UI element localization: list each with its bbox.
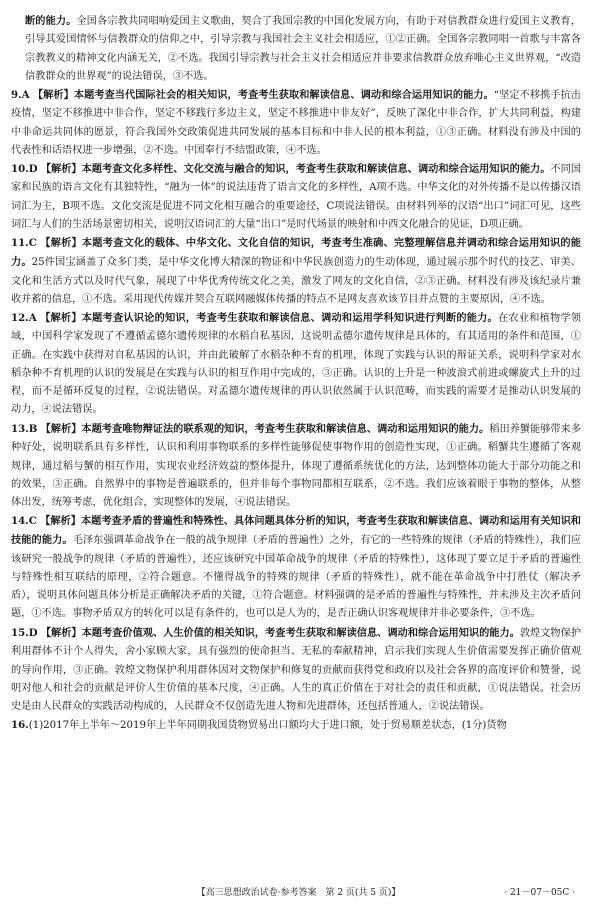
question-16: [11, 716, 581, 735]
q12-tag: 【解析】: [40, 312, 82, 324]
q11-body: 25件国宝涵盖了众多门类，是中华文化博大精深的物证和中华民族创造力的生动体现，通过展示那个时代的技艺、审美、文化和生活方式以及时代气象，展现了中华优秀传统文化之美，激发了网友的文化自信，②③正确。材料没有涉及该纪录片兼收并蓄的信息，①不选。采用现代传媒并契合互联网融媒体传播的特点不是网友喜欢该节目并点赞的主要原因，④不选。: [11, 257, 581, 305]
q13-number: 13.: [11, 423, 29, 435]
question-15: [11, 624, 581, 716]
q12-body: 在农业和植物学领域，中国科学家发现了不遵循孟德尔遗传规律的水稻自私基因，这说明孟德尔遗传规律是具体的，有其适用的条件和范围，①正确。在实践中获得对自私基因的认识，并由此破解了水稻杂种不育的机理，体现了实践与认识的辩证关系，说明科学家对水稻杂种不育机理的认识的发展是在实践与认识的相互作用中完成的，③正确。认识的上升是一种波浪式前进或螺旋式上升的过程，而不是循环反复的过程，②说法错误。对孟德尔遗传规律的再认识依然属于认识范畴，而实践的需要才是推动认识发展的动力，④说法错误。: [11, 313, 581, 416]
q11-lead: 本题考查文化的载体、中华文化、文化自信的知识，考查考生准确、完整理解信息并调动和综合运用知识的能力。: [11, 237, 581, 269]
q12-number: 12.: [11, 312, 29, 324]
q9-tag: 【解析】: [32, 89, 74, 101]
q14-number: 14.: [11, 515, 29, 527]
q9-lead: 本题考查当代国际社会的相关知识，考查考生获取和解读信息、调动和综合运用知识的能力。: [73, 89, 494, 101]
q13-answer: B: [28, 423, 38, 435]
q15-body: 敦煌文物保护利用群体不计个人得失，舍小家顾大家，具有强烈的使命担当、无私的奉献精神，启示我们实现人生价值需要发挥正确价值观的导向作用，③正确。敦煌文物保护利用群体因对文物保护和修复的贡献而获得党和政府以及社会各界的高度评价和赞誉，说明对他人和社会的贡献是评价人生价值的基本尺度，④正确。人生的真正价值在于对社会的责任和贡献，①说法错误。社会历史是由人民群众的实践活动构成的，人民群众不仅创造先进人物和先进群体，还包括普通人，②说法错误。: [11, 628, 582, 713]
q14-tag: 【解析】: [40, 515, 81, 527]
q15-answer: D: [28, 627, 38, 639]
q12-answer: A: [28, 312, 37, 324]
q9-answer: A: [21, 89, 30, 101]
question-12: [11, 309, 581, 420]
q10-answer: D: [28, 163, 38, 175]
question-13: [11, 420, 581, 512]
footer-page-label: 【高三思想政治试卷·参考答案 第 2 页(共 5 页)】: [196, 888, 401, 898]
q14-lead: 本题考查矛盾的普遍性和特殊性、具体问题具体分析的知识，考查考生获取和解读信息、调动和运用有关知识和技能的能力。: [11, 515, 581, 547]
question-11: [11, 234, 581, 309]
intro-lead: 断的能力。: [25, 15, 77, 27]
question-14: [11, 512, 581, 624]
question-10: [11, 160, 581, 234]
q11-number: 11.: [11, 237, 29, 249]
q15-lead: 本题考查价值观、人生价值的相关知识，考查考生获取和解读信息、调动和综合运用知识的能力。: [81, 627, 520, 639]
q16-number: 16.: [11, 719, 29, 731]
intro-paragraph: [25, 12, 581, 86]
q16-body: (1)2017年上半年～2019年上半年同期我国货物贸易出口额均大于进口额，处于贸易顺差状态，(1分)货物: [28, 720, 507, 731]
q13-body: 稻田养蟹能够带来多种好处，说明联系具有多样性，认识和利用事物联系的多样性能够促使事物作用的创造性实现，①正确。稻蟹共生遵循了客观规律，通过稻与蟹的相互作用，实现农业经济效益的整体提升，体现了遵循系统优化的方法，达到整体功能大于部分功能之和的效果，③正确。自然界中的事物是普遍联系的，但并非每个事物同都相互联系，②不选。我们应该着眼于事物的整体，从整体出发，统筹考虑，优化组合，实现整体的发展，④说法错误。: [11, 424, 582, 509]
q10-number: 10.: [11, 163, 29, 175]
q9-number: 9.: [11, 89, 22, 101]
q12-lead: 本题考查认识论的知识，考查考生获取和解读信息、调动和运用学科知识进行判断的能力。: [81, 312, 498, 324]
q11-answer: C: [28, 237, 37, 249]
q13-tag: 【解析】: [40, 423, 82, 435]
q13-lead: 本题考查唯物辩证法的联系观的知识，考查考生获取和解读信息、调动和运用知识的能力。: [81, 423, 490, 435]
q15-tag: 【解析】: [40, 627, 82, 639]
q14-body: 毛泽东强调革命战争在一般的战争规律（矛盾的普遍性）之外，有它的一些特殊的规律（矛盾的特殊性），我们应该研究一般战争的规律（矛盾的普遍性），还应该研究中国革命战争的规律（矛盾的特殊性），这体现了要立足于矛盾的普遍性与特殊性相互联结的原理，②符合题意。不懂得战争的特殊的规律（矛盾的特殊性），就不能在革命战争中打胜仗（解决矛盾），说明具体问题具体分析是正确解决矛盾的关键，①符合题意。材料强调的是矛盾的普遍性与特殊性，并未涉及主次矛盾问题，①不选。事物矛盾双方的转化可以是有条件的，也可以是人为的，是否正确认识客观规律并非必要条件，③不选。: [11, 535, 582, 620]
footer-code: · 21－07－05C ·: [504, 888, 575, 898]
q9-body: “坚定不移携手抗击疫情，坚定不移推进中非合作，坚定不移践行多边主义，坚定不移推进中非友好”，反映了深化中非合作，扩大共同利益，构建中非命运共同体的愿景，符合我国外交政策促进共同发展的基本目标和中非人民的根本利益，①③正确。材料没有涉及中国的代表性和话语权进一步增强，②不选。中国奉行不结盟政策，④不选。: [11, 90, 581, 156]
q11-tag: 【解析】: [40, 237, 82, 249]
q10-lead: 本题考查文化多样性、文化交流与融合的知识，考查考生获取和解读信息、调动和综合运用知识的能力。: [81, 163, 551, 175]
q15-number: 15.: [11, 627, 29, 639]
page-footer: [0, 885, 597, 903]
q10-tag: 【解析】: [40, 163, 82, 175]
q10-body: 不同国家和民族的语言文化有其独特性，“融为一体”的说法违背了语言文化的多样性，A项不选。中华文化的对外传播不是以传播汉语词汇为主，B项不选。文化交流是促进不同文化相互融合的重要途径，C项说法错误。由材料列举的汉语“出口”词汇可见，这些词汇与人们的生活场景密切相关，说明汉语词汇的大量“出口”是时代场景的映射和中西文化融合的见证，D项正确。: [11, 164, 582, 230]
question-9: [11, 86, 581, 160]
q14-answer: C: [28, 515, 37, 527]
intro-body: 全国各宗教共同唱响爱国主义歌曲，契合了我国宗教的中国化发展方向，有助于对信教群众进行爱国主义教育，引导其爱国情怀与信教群众的信仰之中，引导宗教与我国社会主义社会相适应，①②正确。全国各宗教同唱一首歌与丰富各宗教教义的精神文化内涵无关，②不选。我国引导宗教与社会主义社会相适应并非要求信教群众放弃唯心主义世界观，“改造信教群众的世界观”的说法错误，③不选。: [25, 16, 582, 82]
